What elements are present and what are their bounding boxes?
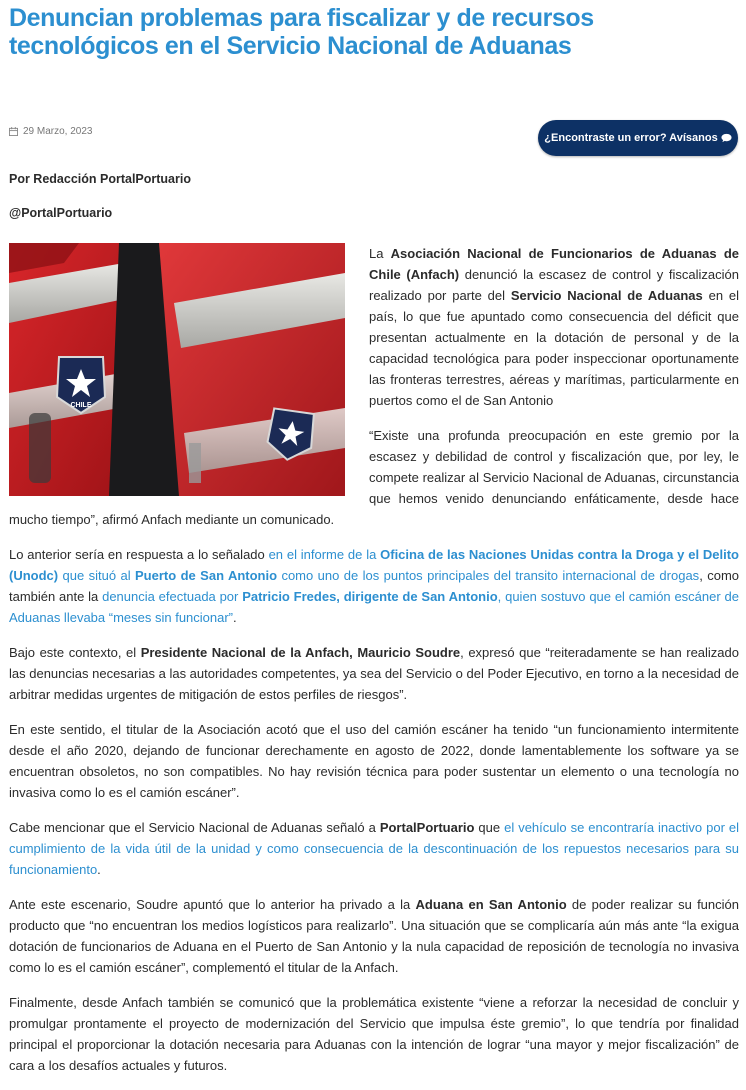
paragraph-5 xyxy=(9,719,739,803)
paragraph-3 xyxy=(9,544,739,628)
text-span: Ante este escenario, Soudre apuntó que lo anterior ha privado a la xyxy=(9,897,416,912)
link-text: que situó al xyxy=(58,568,136,583)
link-text: como uno de los puntos principales del transito internacional de drogas xyxy=(277,568,700,583)
text-span: “Existe una profunda preocupación en este gremio por la escasez y debilidad de control y fiscalización que, por ley, le compete realizar al Servicio Nacional de Aduanas, circunstancia que hemos venido denunciando enfáticamente, desde hace mucho tiempo”, afirmó Anfach mediante un comunicado. xyxy=(9,428,739,527)
text-span: en el país, lo que fue apuntado como consecuencia del déficit que presentan actualmente en la dotación de personal y de la capacidad tecnológica para poder inspeccionar oportunamente las fronteras terrestres, aéreas y marítimas, particularmente en puertos como el de San Antonio xyxy=(369,288,739,408)
link-bold-text: Patricio Fredes, dirigente de San Antonio xyxy=(242,589,498,604)
link-text: , quien sostuvo que el camión escáner de Aduanas llevaba “meses sin funcionar” xyxy=(9,589,739,625)
badge-lettering: CHILE xyxy=(70,402,92,409)
text-span: . xyxy=(233,610,237,625)
text-span: denunció la escasez de control y fiscalización realizado por parte del xyxy=(369,267,739,303)
text-span: que xyxy=(474,820,505,835)
bold-span: Aduana en San Antonio xyxy=(415,897,567,912)
text-span: Lo anterior sería en respuesta a lo señalado xyxy=(9,547,269,562)
article-body xyxy=(9,243,739,1090)
text-span: , como también ante la xyxy=(9,568,739,604)
link-text: denuncia efectuada por xyxy=(102,589,243,604)
bold-span: PortalPortuario xyxy=(379,820,475,835)
link-bold-text: Oficina de las Naciones Unidas contra la Droga y el Delito (Unodc) xyxy=(9,547,739,583)
fredes-denuncia-link[interactable] xyxy=(9,589,739,625)
customs-officers-vest-image xyxy=(9,243,345,496)
bold-span: Asociación Nacional de Funcionarios de Aduanas de Chile (Anfach) xyxy=(369,246,739,282)
link-text: en el informe de la xyxy=(268,547,381,562)
paragraph-8 xyxy=(9,992,739,1076)
paragraph-4 xyxy=(9,642,739,705)
chat-bubble-icon xyxy=(721,133,732,143)
vehicle-inactive-link[interactable]: el vehículo se encontraría inactivo por el cumplimiento de la vida útil de la unidad y como consecuencia de la descontinuación de los repuestos necesarios para su funcionamiento xyxy=(9,820,739,877)
text-span: de poder realizar su función producto que “no encuentran los medios logísticos para realizarlo”. Una situación que se complicaría aún más ante “la exigua dotación de funcionarios de Aduana en el Puerto de San Antonio y la nula capacidad de reposición de tecnología no invasiva como lo es el camión escáner”, complementó el titular de la Anfach. xyxy=(9,897,739,975)
text-span: . xyxy=(97,862,101,877)
report-error-button[interactable] xyxy=(538,120,738,156)
paragraph-6 xyxy=(9,817,739,880)
bold-span: Servicio Nacional de Aduanas xyxy=(510,288,703,303)
text-span: Finalmente, desde Anfach también se comunicó que la problemática existente “viene a reforzar la necesidad de concluir y promulgar prontamente el proyecto de modernización del Servicio que impulsa éste gremio”, lo que tendría por finalidad principal el proporcionar la dotación necesaria para Aduanas con la intención de lograr “una mayor y mejor fiscalización” de cara a los desafíos actuales y futuros. xyxy=(9,995,739,1073)
text-span: Cabe mencionar que el Servicio Nacional de Aduanas señaló a xyxy=(9,820,380,835)
byline-author: Por Redacción PortalPortuario xyxy=(9,172,191,186)
publish-date xyxy=(9,126,93,137)
link-bold-text: Puerto de San Antonio xyxy=(135,568,278,583)
text-span: Bajo este contexto, el xyxy=(9,645,141,660)
publish-date-text: 29 Marzo, 2023 xyxy=(23,126,93,137)
paragraph-7 xyxy=(9,894,739,978)
text-span: , expresó que “reiteradamente se han realizado las denuncias necesarias a las autoridades competentes, ya sea del Servicio o del Poder Ejecutivo, en torno a la necesidad de arbitrar medidas urgentes de mitigación de estos perfiles de riesgos”. xyxy=(9,645,739,702)
article-photo xyxy=(9,243,345,496)
text-span: La xyxy=(369,246,391,261)
bold-span: Presidente Nacional de la Anfach, Mauricio Soudre xyxy=(140,645,461,660)
article-headline: Denuncian problemas para fiscalizar y de recursos tecnológicos en el Servicio Nacional de Aduanas xyxy=(9,4,594,60)
byline-handle: @PortalPortuario xyxy=(9,206,113,220)
text-span: En este sentido, el titular de la Asociación acotó que el uso del camión escáner ha tenido “un funcionamiento intermitente desde el año 2020, dejando de funcionar derechamente en agosto de 2022, donde lamentablemente los software ya se encuentran obsoletos, no son compatibles. No hay revisión técnica para poder sustentar un elemento o una tecnología no invasiva como lo es el camión escáner”. xyxy=(9,722,739,800)
report-error-label: ¿Encontraste un error? Avísanos xyxy=(544,132,718,144)
calendar-icon xyxy=(9,127,18,136)
